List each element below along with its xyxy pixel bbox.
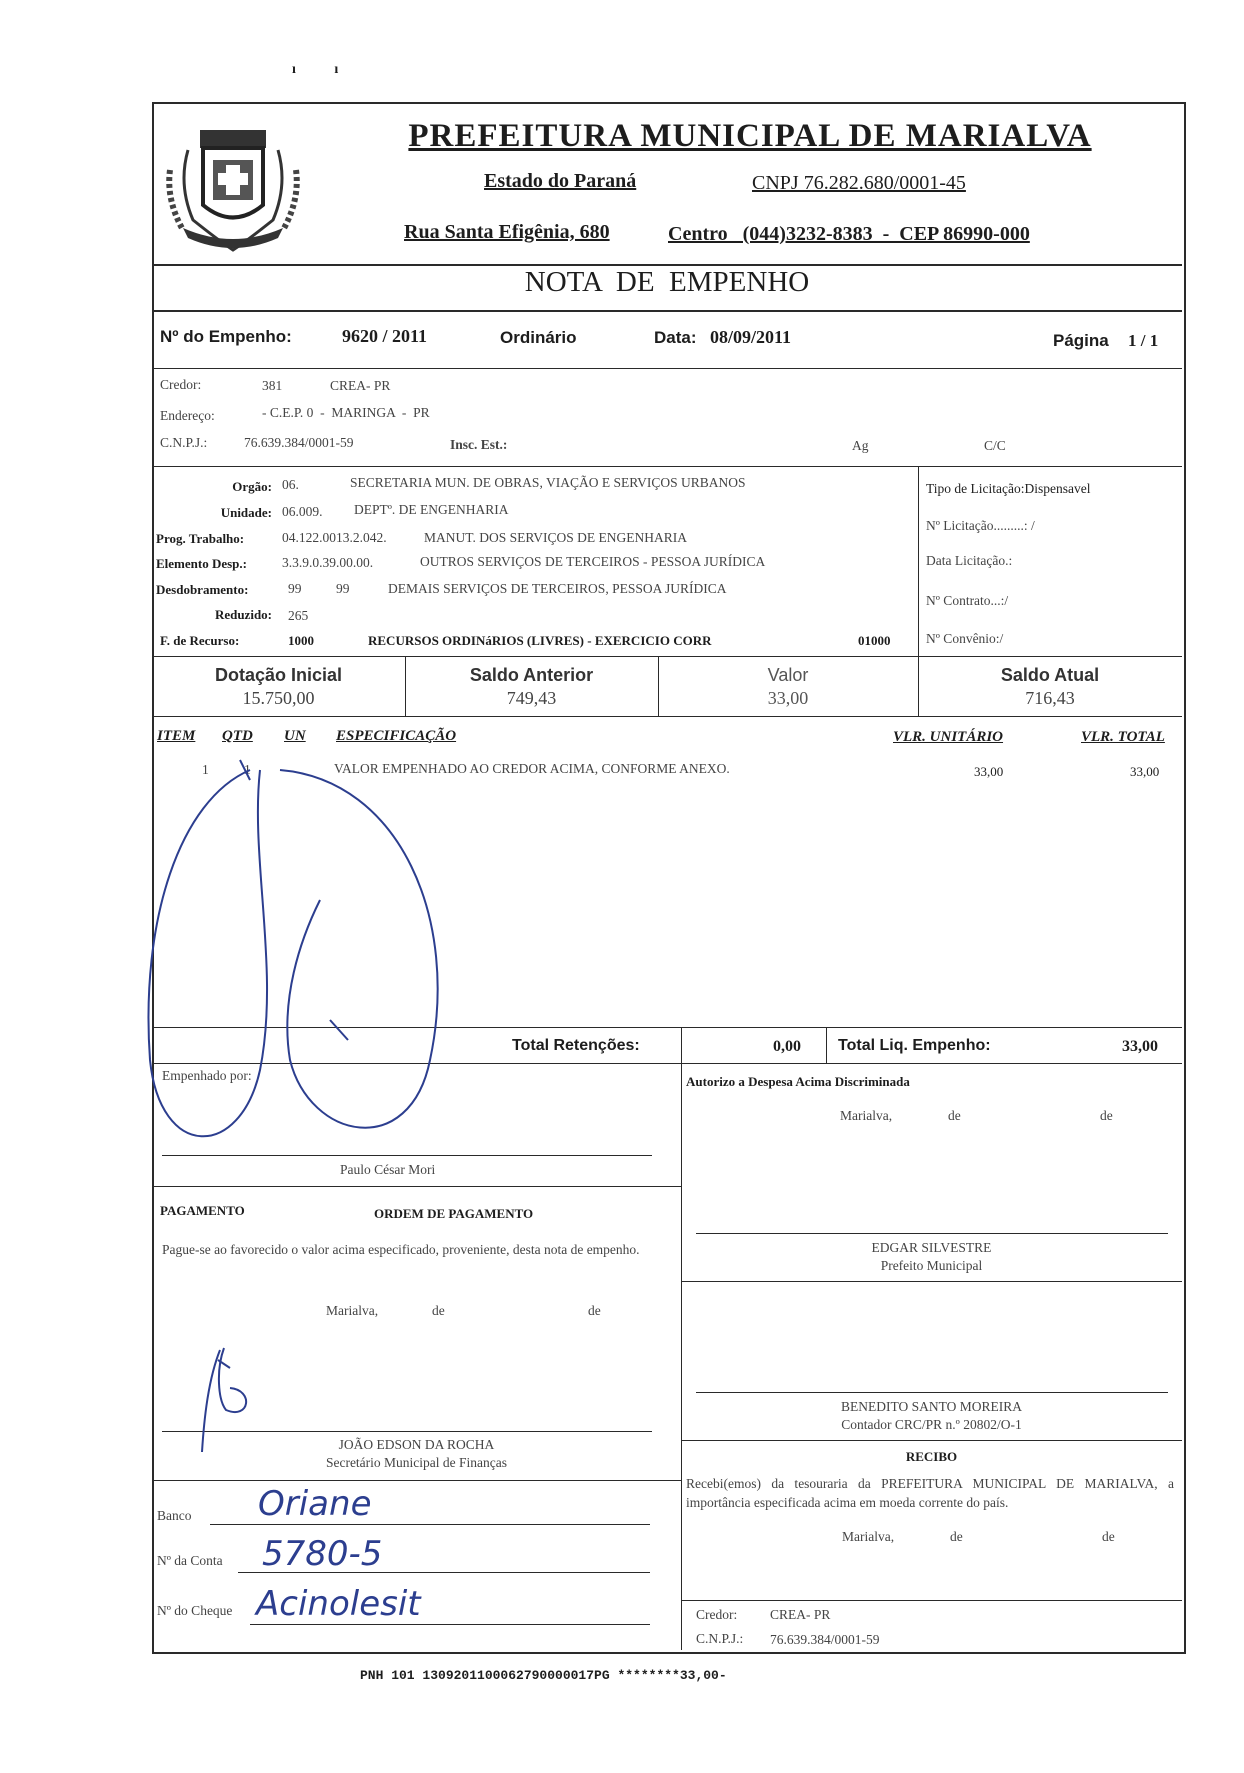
empenho-date: 08/09/2011: [710, 327, 792, 347]
empenhado-name: Paulo César Mori: [340, 1162, 436, 1177]
recibo-de2: de: [1102, 1529, 1115, 1544]
ag-label: Ag: [852, 438, 869, 453]
item-row-unit: 33,00: [974, 764, 1004, 779]
pagamento-city: Marialva,: [326, 1303, 379, 1318]
numero-licitacao: Nº Licitação.........: /: [926, 518, 1035, 533]
prog-name: MANUT. DOS SERVIÇOS DE ENGENHARIA: [424, 530, 688, 545]
insc-label: Insc. Est.:: [450, 437, 508, 452]
pagamento-signer-role: Secretário Municipal de Finanças: [325, 1455, 508, 1470]
scan-mark: ı ı: [292, 62, 339, 77]
dotacao-value: 15.750,00: [242, 688, 315, 708]
recurso-code2: 01000: [858, 633, 891, 648]
desdobramento-code2: 99: [336, 581, 350, 596]
endereco-label: Endereço:: [160, 408, 215, 423]
recibo-text: Recebi(emos) da tesouraria da PREFEITURA MUNICIPAL DE MARIALVA, a importância especificada acima em moeda corrente do país.: [686, 1476, 1174, 1510]
reduzido-label: Reduzido:: [214, 607, 272, 622]
autorizo-city: Marialva,: [840, 1108, 893, 1123]
col-header-qtd: QTD: [222, 728, 253, 744]
conta-label: Nº da Conta: [157, 1553, 223, 1568]
conta-value-handwritten: 5780-5: [262, 1534, 383, 1574]
empenhado-label: Empenhado por:: [162, 1068, 252, 1083]
page-label: Página: [1053, 331, 1109, 350]
empenho-date-label: Data:: [654, 328, 697, 347]
recurso-code: 1000: [288, 633, 314, 648]
dotacao-label: Dotação Inicial: [214, 665, 343, 685]
saldo-anterior-value: 749,43: [506, 688, 557, 708]
desdobramento-label: Desdobramento:: [156, 582, 249, 597]
unidade-label: Unidade:: [220, 505, 272, 520]
recibo-label: RECIBO: [905, 1449, 958, 1464]
item-row-qtd: 1: [244, 762, 251, 777]
header-state: Estado do Paraná: [484, 170, 637, 192]
cheque-value-handwritten: Acinolesit: [256, 1584, 421, 1624]
saldo-anterior-label: Saldo Anterior: [469, 665, 594, 685]
handwritten-signature: [140, 740, 480, 1180]
page-number: 1 / 1: [1128, 331, 1159, 350]
autorizo-label: Autorizo a Despesa Acima Discriminada: [686, 1074, 910, 1089]
numero-convenio: Nº Convênio:/: [926, 631, 1004, 646]
orgao-code: 06.: [282, 477, 299, 492]
autorizo-signer-name: EDGAR SILVESTRE: [871, 1240, 992, 1255]
empenho-number: 9620 / 2011: [342, 326, 428, 346]
elemento-code: 3.3.9.0.39.00.00.: [282, 555, 374, 570]
cheque-label: Nº do Cheque: [157, 1603, 233, 1618]
recurso-label: F. de Recurso:: [160, 633, 240, 648]
total-retencoes-value: 0,00: [773, 1038, 801, 1055]
unidade-code: 06.009.: [282, 504, 323, 519]
saldo-atual-value: 716,43: [1025, 688, 1075, 708]
numero-contrato: Nº Contrato...:/: [926, 593, 1009, 608]
prog-label: Prog. Trabalho:: [156, 531, 245, 546]
contador-role: Contador CRC/PR n.º 20802/O-1: [841, 1417, 1022, 1432]
empenho-type: Ordinário: [500, 328, 577, 347]
valor-label: Valor: [767, 665, 809, 685]
banco-label: Banco: [157, 1508, 192, 1523]
empenho-number-label: Nº do Empenho:: [160, 327, 292, 346]
recibo-credor: CREA- PR: [770, 1607, 831, 1622]
pagamento-de1: de: [432, 1303, 445, 1318]
item-row-spec: VALOR EMPENHADO AO CREDOR ACIMA, CONFORME ANEXO.: [334, 761, 730, 776]
unidade-name: DEPTº. DE ENGENHARIA: [354, 502, 509, 517]
total-liquido-label: Total Liq. Empenho:: [838, 1037, 991, 1054]
credor-cnpj-label: C.N.P.J.:: [160, 435, 208, 450]
pagamento-text: Pague-se ao favorecido o valor acima especificado, proveniente, desta nota de empenho.: [162, 1242, 640, 1257]
col-header-un: UN: [284, 728, 306, 744]
autorizo-signer-role: Prefeito Municipal: [880, 1258, 983, 1273]
elemento-name: OUTROS SERVIÇOS DE TERCEIROS - PESSOA JURÍDICA: [420, 554, 766, 569]
item-row-total: 33,00: [1130, 764, 1160, 779]
valor-value: 33,00: [767, 688, 809, 708]
desdobramento-code1: 99: [288, 581, 302, 596]
recibo-de1: de: [950, 1529, 963, 1544]
municipal-coat-of-arms: [158, 110, 308, 260]
col-header-vlr-total: VLR. TOTAL: [1081, 729, 1165, 745]
cc-label: C/C: [984, 438, 1006, 453]
col-header-item: ITEM: [157, 728, 196, 744]
document-title: NOTA DE EMPENHO: [524, 266, 810, 298]
tipo-licitacao: Tipo de Licitação:Dispensavel: [926, 481, 1091, 496]
credor-name: CREA- PR: [330, 378, 391, 393]
saldo-atual-label: Saldo Atual: [1000, 665, 1100, 685]
credor-label: Credor:: [160, 377, 202, 392]
credor-code: 381: [262, 378, 283, 393]
header-address-rest: Centro (044)3232-8383 - CEP 86990-000: [668, 223, 1030, 245]
col-header-especificacao: ESPECIFICAÇÃO: [336, 728, 457, 744]
header-title: PREFEITURA MUNICIPAL DE MARIALVA: [408, 118, 1092, 154]
data-licitacao: Data Licitação.:: [926, 553, 1013, 568]
header-street: Rua Santa Efigênia, 680: [404, 221, 610, 243]
col-header-vlr-unitario: VLR. UNITÁRIO: [893, 729, 1004, 745]
recibo-cnpj-label: C.N.P.J.:: [696, 1631, 744, 1646]
recibo-cnpj: 76.639.384/0001-59: [770, 1632, 880, 1647]
banco-value-handwritten: Oriane: [258, 1484, 372, 1524]
orgao-label: Orgão:: [232, 479, 272, 494]
prog-code: 04.122.0013.2.042.: [282, 530, 387, 545]
elemento-label: Elemento Desp.:: [156, 556, 247, 571]
total-liquido-value: 33,00: [1122, 1038, 1158, 1055]
footer-code: PNH 101 1309201100062790000017PG ********33,00-: [360, 1668, 727, 1683]
item-row-item: 1: [202, 762, 209, 777]
recurso-name: RECURSOS ORDINáRIOS (LIVRES) - EXERCICIO CORR: [368, 633, 712, 648]
desdobramento-name: DEMAIS SERVIÇOS DE TERCEIROS, PESSOA JURÍDICA: [388, 581, 727, 596]
header-cnpj: CNPJ 76.282.680/0001-45: [752, 172, 966, 194]
orgao-name: SECRETARIA MUN. DE OBRAS, VIAÇÃO E SERVIÇOS URBANOS: [350, 475, 746, 490]
pagamento-de2: de: [588, 1303, 601, 1318]
credor-cnpj: 76.639.384/0001-59: [244, 435, 354, 450]
recibo-city: Marialva,: [842, 1529, 895, 1544]
reduzido-value: 265: [288, 608, 309, 623]
autorizo-de2: de: [1100, 1108, 1113, 1123]
pagamento-label: PAGAMENTO: [160, 1203, 245, 1218]
pagamento-signer-name: JOÃO EDSON DA ROCHA: [338, 1437, 495, 1452]
endereco-value: - C.E.P. 0 - MARINGA - PR: [262, 405, 430, 420]
autorizo-de1: de: [948, 1108, 961, 1123]
contador-name: BENEDITO SANTO MOREIRA: [840, 1399, 1022, 1414]
total-retencoes-label: Total Retenções:: [512, 1037, 640, 1054]
handwritten-initials: [190, 1340, 280, 1460]
recibo-credor-label: Credor:: [696, 1607, 738, 1622]
ordem-pagamento-label: ORDEM DE PAGAMENTO: [374, 1206, 534, 1221]
